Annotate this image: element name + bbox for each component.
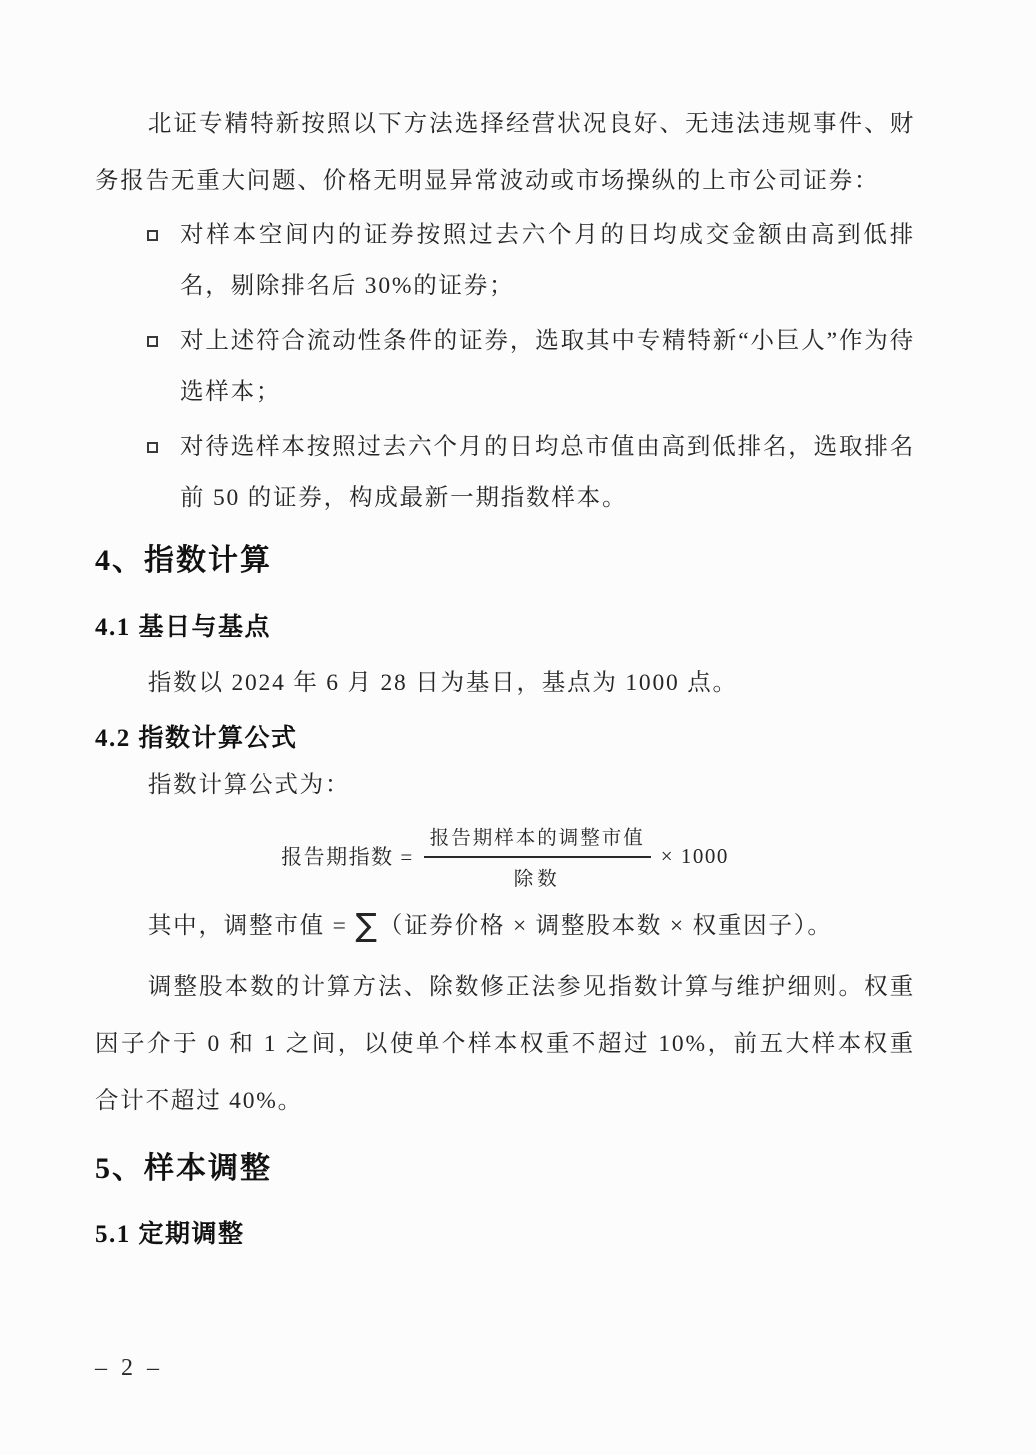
section-5-1-heading: 5.1 定期调整 — [95, 1221, 245, 1248]
criteria-item-little-giant — [95, 316, 915, 418]
intro-paragraph: 北证专精特新按照以下方法选择经营状况良好、无违法违规事件、财务报告无重大问题、价格无明显异常波动或市场操纵的上市公司证券： — [95, 111, 915, 194]
formula-multiplier: × 1000 — [660, 843, 729, 868]
base-date-paragraph: 指数以 2024 年 6 月 28 日为基日，基点为 1000 点。 — [147, 670, 738, 696]
list-item-text: 对样本空间内的证券按照过去六个月的日均成交金额由高到低排名，剔除排名后 30%的证券； — [180, 222, 915, 299]
square-bullet-icon — [147, 336, 158, 347]
adjusted-market-cap-note — [95, 898, 915, 955]
selection-criteria-list — [95, 210, 915, 524]
section-5-heading: 5、样本调整 — [95, 1152, 272, 1185]
formula-lhs: 报告期指数 = — [281, 845, 414, 869]
formula-denominator: 除数 — [513, 868, 561, 890]
note-prefix-text: 其中，调整市值 = — [147, 913, 356, 939]
section-4-heading: 4、指数计算 — [95, 544, 272, 577]
square-bullet-icon — [147, 230, 158, 241]
note-suffix-text: （证券价格 × 调整股本数 × 权重因子）。 — [378, 913, 833, 939]
criteria-item-liquidity — [95, 210, 915, 312]
sigma-symbol: ∑ — [355, 906, 379, 944]
formula-numerator: 报告期样本的调整市值 — [424, 822, 651, 858]
square-bullet-icon — [147, 442, 158, 453]
index-formula — [95, 814, 915, 898]
list-item-text: 对上述符合流动性条件的证券，选取其中专精特新“小巨人”作为待选样本； — [180, 328, 915, 405]
criteria-item-market-cap — [95, 422, 915, 524]
weight-factor-paragraph: 调整股本数的计算方法、除数修正法参见指数计算与维护细则。权重因子介于 0 和 1 之间，以使单个样本权重不超过 10%，前五大样本权重合计不超过 40%。 — [95, 974, 915, 1114]
formula-fraction — [424, 822, 651, 891]
section-4-2-heading: 4.2 指数计算公式 — [95, 725, 298, 752]
page-number: – 2 – — [95, 1355, 163, 1381]
formula-intro-paragraph: 指数计算公式为： — [147, 772, 351, 798]
list-item-text: 对待选样本按照过去六个月的日均总市值由高到低排名，选取排名前 50 的证券，构成最新一期指数样本。 — [180, 434, 915, 511]
section-4-1-heading: 4.1 基日与基点 — [95, 614, 272, 641]
